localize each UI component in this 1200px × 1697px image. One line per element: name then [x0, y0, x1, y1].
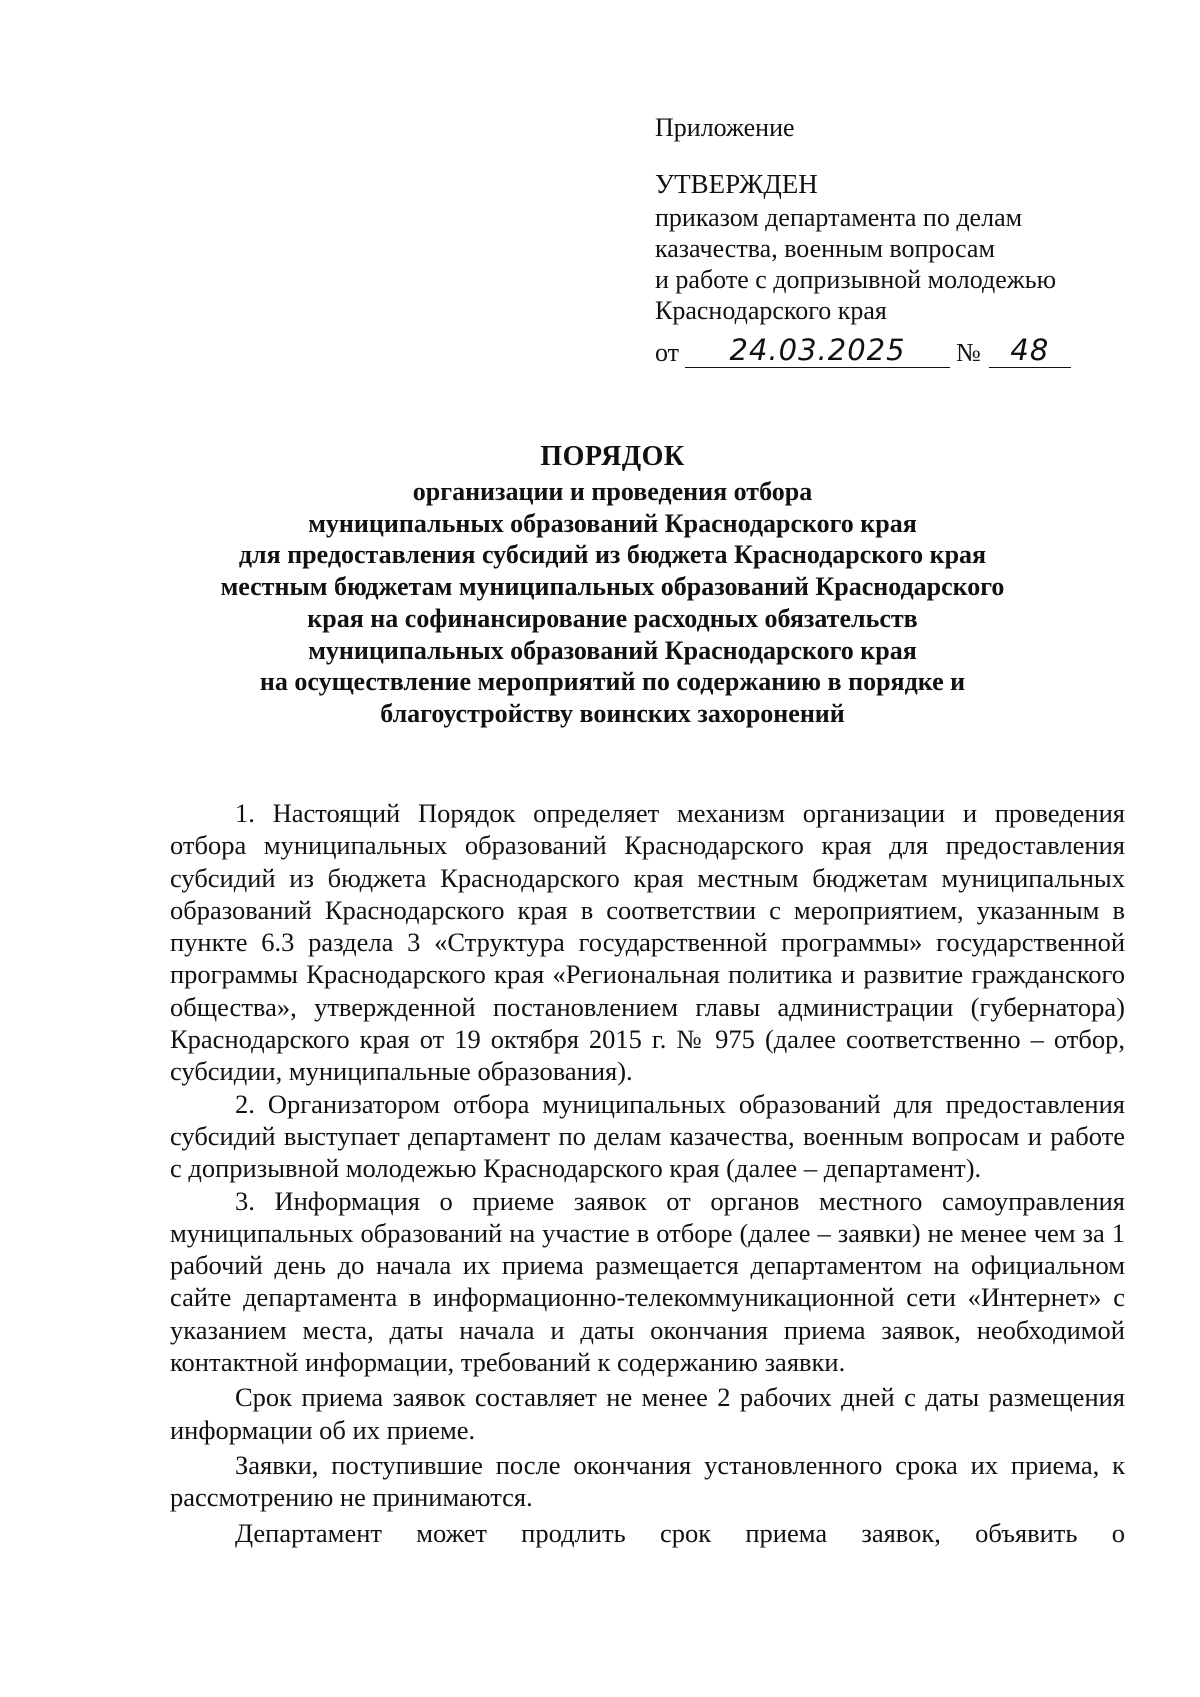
document-title — [160, 440, 1065, 730]
issuer-line: Краснодарского края — [655, 296, 887, 325]
title-line: на осуществление мероприятий по содержанию в порядке и — [259, 667, 966, 697]
body-paragraph: Департамент может продлить срок приема заявок, объявить о — [235, 1517, 1125, 1548]
title-line: местным бюджетам муниципальных образований Краснодарского — [220, 572, 1005, 602]
body-paragraph: 3. Информация о приеме заявок от органов местного самоуправления муниципальных образований на участие в отборе (далее – заявки) не менее чем за 1 рабочий день до начала их приема размещается департаментом на официальном сайте департамента в информационно-телекоммуникационной сети «Интернет» с указанием места, даты начала и даты окончания приема заявок, необходимой контактной информации, требований к содержанию заявки. — [170, 1185, 1125, 1378]
approval-block — [655, 112, 1125, 368]
issuer-line: и работе с допризывной молодежью — [655, 265, 1057, 294]
title-line: организации и проведения отбора — [412, 477, 813, 506]
body-paragraph: Срок приема заявок составляет не менее 2 рабочих дней с даты размещения информации об их приеме. — [170, 1382, 1125, 1445]
appendix-label: Приложение — [655, 113, 795, 142]
date-prefix: от — [655, 338, 680, 367]
handwritten-date: 24.03.2025 — [685, 334, 950, 368]
handwritten-number: 48 — [989, 334, 1071, 368]
title-line: благоустройству воинских захоронений — [380, 698, 845, 728]
issuer-line: приказом департамента по делам — [655, 203, 1023, 232]
date-number-row — [655, 330, 1125, 368]
number-sign: № — [956, 338, 981, 367]
title-line: муниципальных образований Краснодарского края — [308, 635, 917, 665]
title-line: края на софинансирование расходных обязательств — [307, 603, 918, 633]
approved-label: УТВЕРЖДЕН — [655, 169, 818, 199]
title-main: ПОРЯДОК — [540, 441, 685, 472]
title-line: для предоставления субсидий из бюджета Краснодарского края — [238, 540, 987, 570]
body-paragraph: Заявки, поступившие после окончания установленного срока их приема, к рассмотрению не принимаются. — [170, 1449, 1125, 1513]
body-paragraph: 2. Организатором отбора муниципальных образований для предоставления субсидий выступает департамент по делам казачества, военным вопросам и работе с допризывной молодежью Краснодарского края (далее – департамент). — [170, 1088, 1125, 1184]
document-body — [170, 797, 1125, 1549]
title-line: муниципальных образований Краснодарского края — [308, 508, 917, 538]
issuer-line: казачества, военным вопросам — [655, 234, 995, 263]
body-paragraph: 1. Настоящий Порядок определяет механизм организации и проведения отбора муниципальных образований Краснодарского края для предоставления субсидий из бюджета Краснодарского края местным бюджетам муниципальных образований Краснодарского края в соответствии с мероприятием, указанным в пункте 6.3 раздела 3 «Структура государственной программы» государственной программы Краснодарского края «Региональная политика и развитие гражданского общества», утвержденной постановлением главы администрации (губернатора) Краснодарского края от 19 октября 2015 г. № 975 (далее соответственно – отбор, субсидии, муниципальные образования). — [170, 798, 1125, 1087]
